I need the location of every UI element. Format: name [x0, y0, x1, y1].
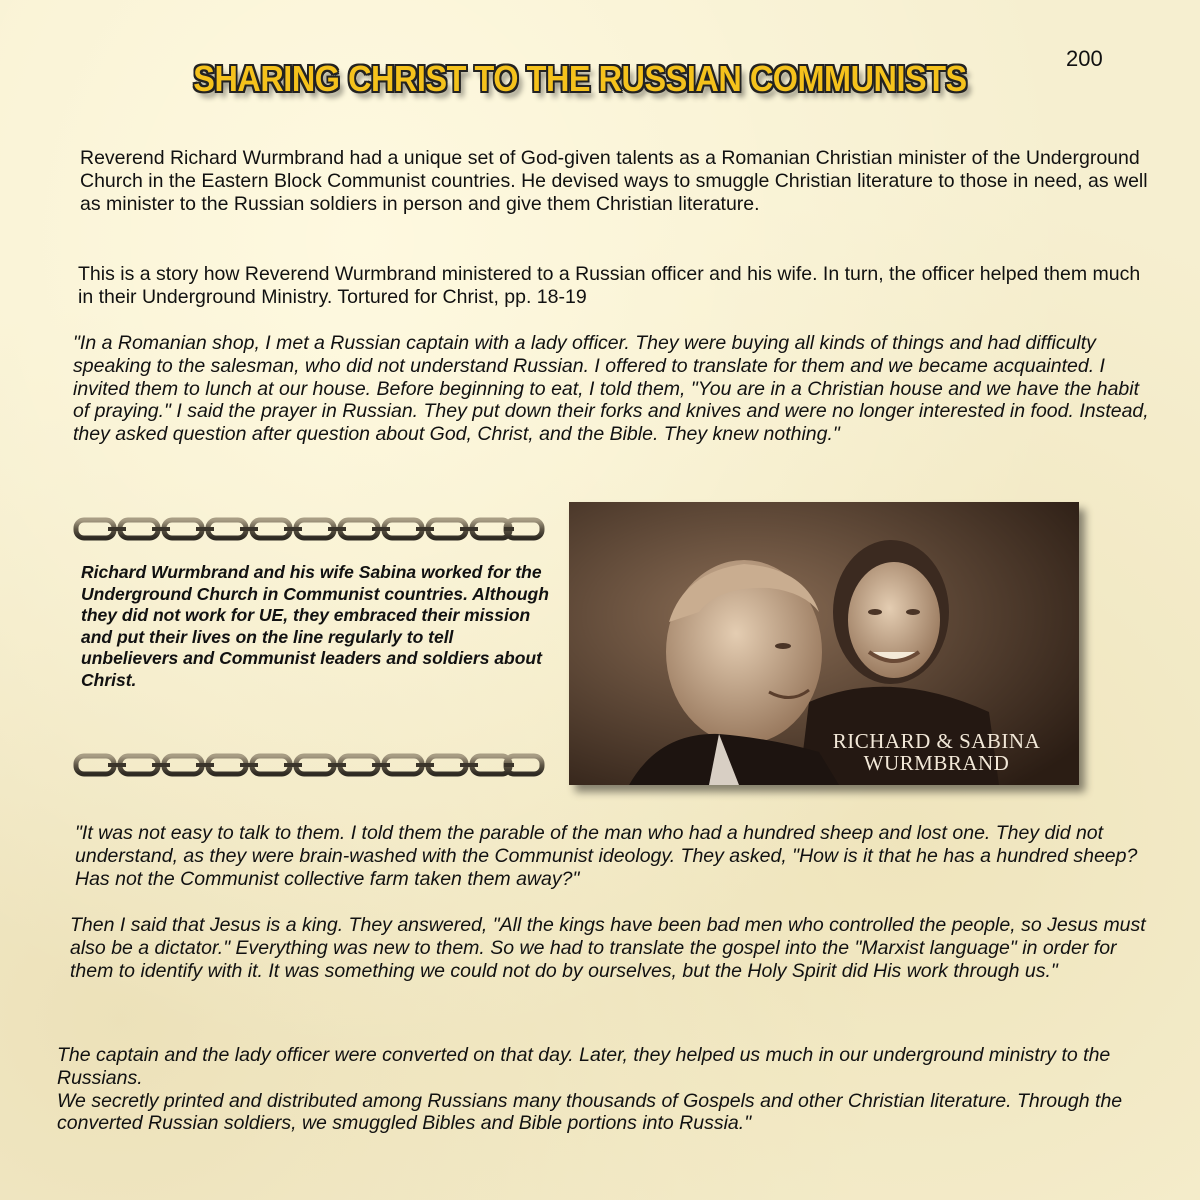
photo-caption-line-1: RICHARD & SABINA [832, 729, 1041, 753]
closing-paragraph-line-2: We secretly printed and distributed among Russians many thousands of Gospels and other Christian literature. Through the converted Russian soldiers, we smuggled Bibles and Bible portions into Russia." [57, 1089, 1123, 1135]
chain-divider-bottom [70, 748, 548, 782]
photo-side-caption: Richard Wurmbrand and his wife Sabina worked for the Underground Church in Communist countries. Although they did not work for UE, they embraced their mission and put their lives on the line regularly to tell unbelievers and Communist leaders and soldiers about Christ. [81, 562, 549, 690]
quote-paragraph-3: Then I said that Jesus is a king. They answered, "All the kings have been bad men who controlled the people, so Jesus must also be a dictator." Everything was new to them. So we had to translate the gospel into the "Marxist language" in order for them to identify with it. It was something we could not do by ourselves, but the Holy Spirit did His work through us." [70, 914, 1146, 982]
quote-paragraph-1: "In a Romanian shop, I met a Russian captain with a lady officer. They were buying all kinds of things and had difficulty speaking to the salesman, who did not understand Russian. I offered to translate for them and we became acquainted. I invited them to lunch at our house. Before beginning to eat, I told them, "You are in a Christian house and we have the habit of praying." I said the prayer in Russian. They put down their forks and knives and were no longer interested in food. Instead, they asked question after question about God, Christ, and the Bible. They knew nothing." [73, 332, 1149, 446]
intro-paragraph-1: Reverend Richard Wurmbrand had a unique set of God-given talents as a Romanian Christian minister of the Underground Church in the Eastern Block Communist countries. He devised ways to smuggle Christian literature to those in need, as well as minister to the Russian soldiers in person and give them Christian literature. [80, 147, 1148, 215]
page-title: SHARING CHRIST TO THE RUSSIAN COMMUNISTS [193, 58, 967, 99]
photo-caption-line-2: WURMBRAND [863, 751, 1010, 775]
wurmbrand-photo [569, 502, 1079, 785]
closing-paragraph-line-1: The captain and the lady officer were converted on that day. Later, they helped us much in our underground ministry to the Russians. [57, 1044, 1111, 1089]
closing-paragraph [57, 1044, 1167, 1135]
photo-caption [809, 730, 1064, 774]
page-number: 200 [1066, 46, 1103, 71]
chain-divider-top [70, 512, 548, 546]
quote-paragraph-2: "It was not easy to talk to them. I told them the parable of the man who had a hundred sheep and lost one. They did not understand, as they were brain-washed with the Communist ideology. They asked, "How is it that he has a hundred sheep? Has not the Communist collective farm taken them away?" [75, 822, 1138, 890]
intro-paragraph-2: This is a story how Reverend Wurmbrand ministered to a Russian officer and his wife. In turn, the officer helped them much in their Underground Ministry. Tortured for Christ, pp. 18-19 [78, 263, 1141, 308]
